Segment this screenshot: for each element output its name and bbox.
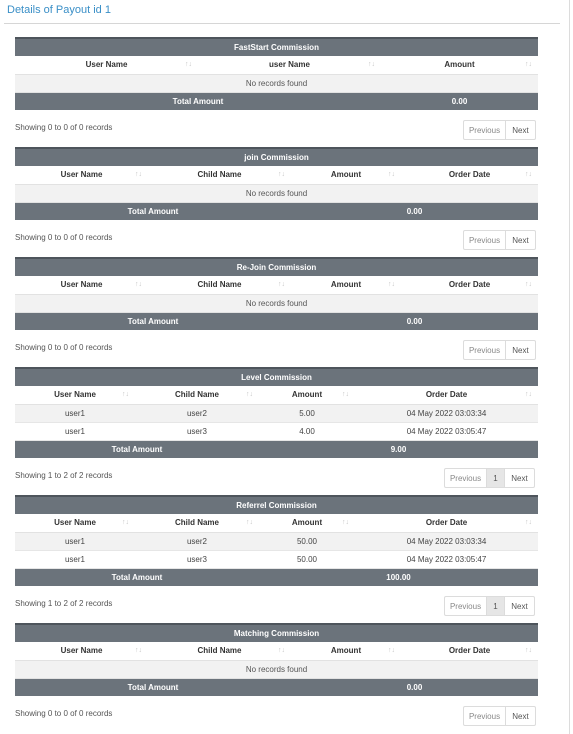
sort-icon: ↑↓ bbox=[246, 391, 253, 398]
column-header-order-date[interactable]: Order Date ↑↓ bbox=[401, 642, 538, 660]
sort-icon: ↑↓ bbox=[122, 391, 129, 398]
referral-commission-section bbox=[15, 495, 538, 586]
sort-icon: ↑↓ bbox=[525, 519, 533, 526]
referral-pagination bbox=[444, 596, 535, 616]
column-header-child-name[interactable]: Child Name ↑↓ bbox=[148, 642, 291, 660]
sort-icon: ↑↓ bbox=[368, 61, 375, 68]
matching-commission-table bbox=[15, 623, 538, 696]
sort-icon: ↑↓ bbox=[278, 171, 285, 178]
table-caption: Level Commission bbox=[15, 368, 538, 386]
matching-records-info: Showing 0 to 0 of 0 records bbox=[15, 709, 113, 718]
cell-user-name: user1 bbox=[15, 404, 135, 422]
sort-icon: ↑↓ bbox=[135, 171, 142, 178]
cell-user-name: user1 bbox=[15, 532, 135, 550]
cell-user-name: user1 bbox=[15, 550, 135, 568]
column-header-child-name[interactable]: Child Name ↑↓ bbox=[135, 386, 259, 404]
column-header-user-name[interactable]: User Name ↑↓ bbox=[15, 386, 135, 404]
sort-icon: ↑↓ bbox=[525, 647, 533, 654]
cell-child-name: user2 bbox=[135, 404, 259, 422]
sort-icon: ↑↓ bbox=[135, 281, 142, 288]
total-amount-value: 0.00 bbox=[291, 202, 538, 220]
column-header-child-name[interactable]: Child Name ↑↓ bbox=[148, 276, 291, 294]
rejoin-commission-section bbox=[15, 257, 538, 330]
join-records-info: Showing 0 to 0 of 0 records bbox=[15, 233, 113, 242]
column-header-order-date[interactable]: Order Date ↑↓ bbox=[355, 514, 538, 532]
cell-amount: 50.00 bbox=[259, 550, 355, 568]
rejoin-commission-table bbox=[15, 257, 538, 330]
total-amount-value: 9.00 bbox=[259, 440, 538, 458]
next-page-button[interactable]: Next bbox=[512, 711, 529, 721]
next-page-button[interactable]: Next bbox=[512, 345, 529, 355]
empty-table-message: No records found bbox=[15, 184, 538, 202]
level-commission-table bbox=[15, 367, 538, 458]
total-amount-value: 100.00 bbox=[259, 568, 538, 586]
page-number-button[interactable]: 1 bbox=[487, 469, 505, 487]
sort-icon: ↑↓ bbox=[135, 647, 142, 654]
cell-amount: 5.00 bbox=[259, 404, 355, 422]
level-records-info: Showing 1 to 2 of 2 records bbox=[15, 471, 113, 480]
column-header-child-name[interactable]: Child Name ↑↓ bbox=[148, 166, 291, 184]
sort-icon: ↑↓ bbox=[342, 391, 349, 398]
column-header-amount[interactable]: Amount ↑↓ bbox=[291, 166, 401, 184]
column-header-order-date[interactable]: Order Date ↑↓ bbox=[355, 386, 538, 404]
referral-records-info: Showing 1 to 2 of 2 records bbox=[15, 599, 113, 608]
column-header-user-name[interactable]: User Name ↑↓ bbox=[15, 276, 148, 294]
total-amount-label: Total Amount bbox=[15, 92, 381, 110]
cell-order-date: 04 May 2022 03:05:47 bbox=[355, 550, 538, 568]
sort-icon: ↑↓ bbox=[525, 391, 532, 398]
cell-order-date: 04 May 2022 03:03:34 bbox=[355, 532, 538, 550]
join-commission-table bbox=[15, 147, 538, 220]
total-amount-label: Total Amount bbox=[15, 678, 291, 696]
column-header-user-name[interactable]: User Name ↑↓ bbox=[15, 56, 198, 74]
total-amount-label: Total Amount bbox=[15, 202, 291, 220]
column-header-user-name[interactable]: User Name ↑↓ bbox=[15, 514, 135, 532]
column-header-user-name[interactable]: User Name ↑↓ bbox=[15, 166, 148, 184]
cell-child-name: user3 bbox=[135, 550, 259, 568]
total-amount-value: 0.00 bbox=[291, 312, 538, 330]
cell-amount: 4.00 bbox=[259, 422, 355, 440]
faststart-records-info: Showing 0 to 0 of 0 records bbox=[15, 123, 113, 132]
cell-user-name: user1 bbox=[15, 422, 135, 440]
total-amount-value: 0.00 bbox=[291, 678, 538, 696]
column-header-amount[interactable]: Amount ↑↓ bbox=[259, 386, 355, 404]
empty-table-message: No records found bbox=[15, 660, 538, 678]
cell-amount: 50.00 bbox=[259, 532, 355, 550]
previous-page-button[interactable]: Previous bbox=[464, 341, 506, 359]
sort-icon: ↑↓ bbox=[185, 61, 192, 68]
sort-icon: ↑↓ bbox=[342, 519, 349, 526]
column-header-order-date[interactable]: Order Date ↑↓ bbox=[401, 166, 538, 184]
referral-commission-table bbox=[15, 495, 538, 586]
next-page-button[interactable]: Next bbox=[511, 601, 528, 611]
join-pagination bbox=[463, 230, 536, 250]
empty-table-message: No records found bbox=[15, 74, 538, 92]
page-right-border bbox=[569, 0, 570, 734]
next-page-button[interactable]: Next bbox=[512, 235, 529, 245]
level-pagination bbox=[444, 468, 535, 488]
column-header-amount[interactable]: Amount ↑↓ bbox=[291, 642, 401, 660]
sort-icon: ↑↓ bbox=[388, 647, 395, 654]
page-number-button[interactable]: 1 bbox=[487, 597, 505, 615]
rejoin-records-info: Showing 0 to 0 of 0 records bbox=[15, 343, 113, 352]
previous-page-button[interactable]: Previous bbox=[445, 469, 487, 487]
column-header-child-name[interactable]: Child Name ↑↓ bbox=[135, 514, 259, 532]
total-amount-value: 0.00 bbox=[381, 92, 538, 110]
faststart-commission-section bbox=[15, 37, 538, 110]
sort-icon: ↑↓ bbox=[246, 519, 253, 526]
table-caption: Matching Commission bbox=[15, 624, 538, 642]
total-amount-label: Total Amount bbox=[15, 568, 259, 586]
next-page-button[interactable]: Next bbox=[512, 125, 529, 135]
table-row bbox=[15, 422, 538, 440]
column-header-amount[interactable]: Amount ↑↓ bbox=[259, 514, 355, 532]
previous-page-button[interactable]: Previous bbox=[464, 707, 506, 725]
column-header-amount[interactable]: Amount ↑↓ bbox=[381, 56, 538, 74]
faststart-pagination bbox=[463, 120, 536, 140]
previous-page-button[interactable]: Previous bbox=[464, 231, 506, 249]
column-header-user-name-2[interactable]: user Name ↑↓ bbox=[198, 56, 381, 74]
cell-child-name: user2 bbox=[135, 532, 259, 550]
table-row bbox=[15, 532, 538, 550]
join-commission-section bbox=[15, 147, 538, 220]
table-caption: join Commission bbox=[15, 148, 538, 166]
rejoin-pagination bbox=[463, 340, 536, 360]
title-divider bbox=[4, 23, 560, 24]
sort-icon: ↑↓ bbox=[525, 281, 533, 288]
column-header-amount[interactable]: Amount ↑↓ bbox=[291, 276, 401, 294]
sort-icon: ↑↓ bbox=[388, 171, 395, 178]
sort-icon: ↑↓ bbox=[122, 519, 129, 526]
sort-icon: ↑↓ bbox=[388, 281, 395, 288]
previous-page-button[interactable]: Previous bbox=[445, 597, 487, 615]
table-row bbox=[15, 550, 538, 568]
table-caption: FastStart Commission bbox=[15, 38, 538, 56]
table-caption: Re-Join Commission bbox=[15, 258, 538, 276]
cell-order-date: 04 May 2022 03:05:47 bbox=[355, 422, 538, 440]
previous-page-button[interactable]: Previous bbox=[464, 121, 506, 139]
cell-order-date: 04 May 2022 03:03:34 bbox=[355, 404, 538, 422]
sort-icon: ↑↓ bbox=[525, 61, 533, 68]
column-header-order-date[interactable]: Order Date ↑↓ bbox=[401, 276, 538, 294]
column-header-user-name[interactable]: User Name ↑↓ bbox=[15, 642, 148, 660]
table-row bbox=[15, 404, 538, 422]
next-page-button[interactable]: Next bbox=[511, 473, 528, 483]
page-title: Details of Payout id 1 bbox=[7, 4, 111, 16]
sort-icon: ↑↓ bbox=[278, 647, 285, 654]
cell-child-name: user3 bbox=[135, 422, 259, 440]
sort-icon: ↑↓ bbox=[278, 281, 285, 288]
total-amount-label: Total Amount bbox=[15, 312, 291, 330]
table-caption: Referrel Commission bbox=[15, 496, 538, 514]
faststart-commission-table bbox=[15, 37, 538, 110]
total-amount-label: Total Amount bbox=[15, 440, 259, 458]
empty-table-message: No records found bbox=[15, 294, 538, 312]
matching-pagination bbox=[463, 706, 536, 726]
sort-icon: ↑↓ bbox=[525, 171, 533, 178]
level-commission-section bbox=[15, 367, 538, 458]
matching-commission-section bbox=[15, 623, 538, 696]
